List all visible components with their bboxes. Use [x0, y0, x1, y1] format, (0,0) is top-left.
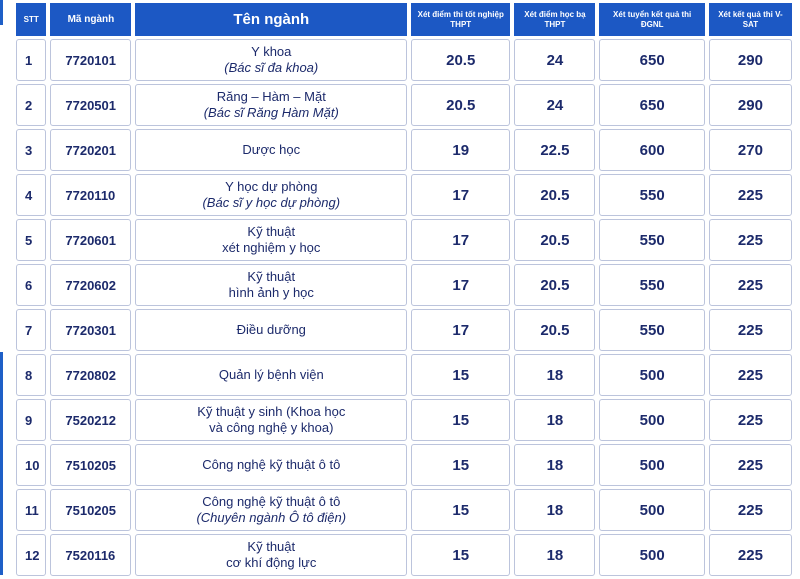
row-stt: 4	[16, 174, 46, 216]
row-vsat-score: 225	[709, 444, 792, 486]
row-thpt-score: 17	[411, 264, 510, 306]
header-dgnl-score: Xét tuyển kết quả thi ĐGNL	[599, 3, 704, 36]
row-dgnl-score: 550	[599, 264, 704, 306]
row-major-code: 7520116	[50, 534, 131, 576]
admission-scores-table	[12, 0, 796, 579]
header-row	[16, 3, 792, 36]
row-thpt-score: 17	[411, 219, 510, 261]
row-major-code: 7720301	[50, 309, 131, 351]
row-major-name	[135, 354, 407, 396]
major-name-line1: Y khoa	[251, 44, 292, 59]
row-major-name	[135, 174, 407, 216]
row-stt: 12	[16, 534, 46, 576]
row-thpt-score: 15	[411, 489, 510, 531]
header-transcript-score: Xét điểm học bạ THPT	[514, 3, 595, 36]
row-vsat-score: 225	[709, 534, 792, 576]
row-major-code: 7720802	[50, 354, 131, 396]
row-stt: 3	[16, 129, 46, 171]
row-major-code: 7510205	[50, 444, 131, 486]
row-major-name	[135, 444, 407, 486]
row-transcript-score: 20.5	[514, 219, 595, 261]
major-name-line2: xét nghiệm y học	[222, 240, 321, 255]
row-transcript-score: 18	[514, 489, 595, 531]
major-name-line1: Công nghệ kỹ thuật ô tô	[202, 457, 341, 472]
row-stt: 11	[16, 489, 46, 531]
table-row	[16, 219, 792, 261]
row-transcript-score: 24	[514, 39, 595, 81]
left-accent-bar-top	[0, 0, 3, 25]
row-transcript-score: 18	[514, 354, 595, 396]
row-major-name	[135, 264, 407, 306]
row-major-code: 7510205	[50, 489, 131, 531]
major-name-line1: Kỹ thuật	[247, 224, 296, 239]
row-major-code: 7720602	[50, 264, 131, 306]
row-transcript-score: 22.5	[514, 129, 595, 171]
row-stt: 5	[16, 219, 46, 261]
row-vsat-score: 225	[709, 174, 792, 216]
major-name-line2: cơ khí động lực	[226, 555, 317, 570]
row-vsat-score: 225	[709, 354, 792, 396]
major-name-line1: Điều dưỡng	[236, 322, 306, 337]
row-major-code: 7720601	[50, 219, 131, 261]
table-row	[16, 534, 792, 576]
row-thpt-score: 15	[411, 444, 510, 486]
table-row	[16, 309, 792, 351]
table-row	[16, 174, 792, 216]
table-row	[16, 39, 792, 81]
row-thpt-score: 17	[411, 174, 510, 216]
row-transcript-score: 20.5	[514, 174, 595, 216]
row-stt: 10	[16, 444, 46, 486]
row-dgnl-score: 500	[599, 534, 704, 576]
row-thpt-score: 19	[411, 129, 510, 171]
major-name-line1: Công nghệ kỹ thuật ô tô	[202, 494, 341, 509]
row-thpt-score: 15	[411, 354, 510, 396]
row-major-name	[135, 309, 407, 351]
major-name-line2: hình ảnh y học	[228, 285, 314, 300]
row-stt: 9	[16, 399, 46, 441]
major-name-line2: (Bác sĩ Răng Hàm Mặt)	[203, 105, 339, 120]
row-thpt-score: 15	[411, 534, 510, 576]
table-row	[16, 84, 792, 126]
row-transcript-score: 18	[514, 534, 595, 576]
major-name-line2: (Bác sĩ đa khoa)	[224, 60, 319, 75]
row-thpt-score: 15	[411, 399, 510, 441]
major-name-line1: Y học dự phòng	[225, 179, 318, 194]
row-transcript-score: 20.5	[514, 264, 595, 306]
row-stt: 6	[16, 264, 46, 306]
header-major-name: Tên ngành	[135, 3, 407, 36]
row-vsat-score: 225	[709, 489, 792, 531]
row-vsat-score: 225	[709, 264, 792, 306]
row-major-code: 7720501	[50, 84, 131, 126]
major-name-line1: Kỹ thuật	[247, 269, 296, 284]
table-row	[16, 399, 792, 441]
row-major-name	[135, 219, 407, 261]
row-stt: 8	[16, 354, 46, 396]
row-thpt-score: 17	[411, 309, 510, 351]
table-row	[16, 129, 792, 171]
row-dgnl-score: 600	[599, 129, 704, 171]
row-stt: 7	[16, 309, 46, 351]
row-vsat-score: 225	[709, 399, 792, 441]
row-dgnl-score: 650	[599, 84, 704, 126]
row-transcript-score: 18	[514, 399, 595, 441]
major-name-line1: Dược học	[242, 142, 301, 157]
major-name-line1: Quản lý bệnh viện	[218, 367, 324, 382]
row-vsat-score: 290	[709, 84, 792, 126]
row-vsat-score: 225	[709, 309, 792, 351]
row-major-code: 7720201	[50, 129, 131, 171]
row-dgnl-score: 500	[599, 444, 704, 486]
row-major-name	[135, 84, 407, 126]
row-major-name	[135, 129, 407, 171]
row-stt: 1	[16, 39, 46, 81]
row-vsat-score: 225	[709, 219, 792, 261]
row-major-name	[135, 534, 407, 576]
row-dgnl-score: 650	[599, 39, 704, 81]
table-row	[16, 264, 792, 306]
header-vsat-score: Xét kết quả thi V-SAT	[709, 3, 792, 36]
row-transcript-score: 20.5	[514, 309, 595, 351]
major-name-line1: Kỹ thuật	[247, 539, 296, 554]
left-accent-bar-bottom	[0, 352, 3, 575]
major-name-line1: Răng – Hàm – Mặt	[216, 89, 326, 104]
header-stt: STT	[16, 3, 46, 36]
row-dgnl-score: 500	[599, 399, 704, 441]
row-vsat-score: 270	[709, 129, 792, 171]
row-major-code: 7520212	[50, 399, 131, 441]
major-name-line2: (Bác sĩ y học dự phòng)	[202, 195, 341, 210]
row-major-name	[135, 489, 407, 531]
row-major-code: 7720101	[50, 39, 131, 81]
row-major-name	[135, 39, 407, 81]
header-thpt-exam-score: Xét điểm thi tốt nghiệp THPT	[411, 3, 510, 36]
major-name-line2: (Chuyên ngành Ô tô điện)	[196, 510, 347, 525]
row-major-code: 7720110	[50, 174, 131, 216]
row-dgnl-score: 500	[599, 489, 704, 531]
row-dgnl-score: 550	[599, 309, 704, 351]
table-row	[16, 354, 792, 396]
row-transcript-score: 24	[514, 84, 595, 126]
row-dgnl-score: 500	[599, 354, 704, 396]
row-dgnl-score: 550	[599, 174, 704, 216]
header-major-code: Mã ngành	[50, 3, 131, 36]
row-vsat-score: 290	[709, 39, 792, 81]
major-name-line2: và công nghệ y khoa)	[209, 420, 334, 435]
major-name-line1: Kỹ thuật y sinh (Khoa học	[197, 404, 346, 419]
row-thpt-score: 20.5	[411, 39, 510, 81]
row-transcript-score: 18	[514, 444, 595, 486]
table-row	[16, 444, 792, 486]
row-thpt-score: 20.5	[411, 84, 510, 126]
table-row	[16, 489, 792, 531]
row-stt: 2	[16, 84, 46, 126]
row-major-name	[135, 399, 407, 441]
row-dgnl-score: 550	[599, 219, 704, 261]
